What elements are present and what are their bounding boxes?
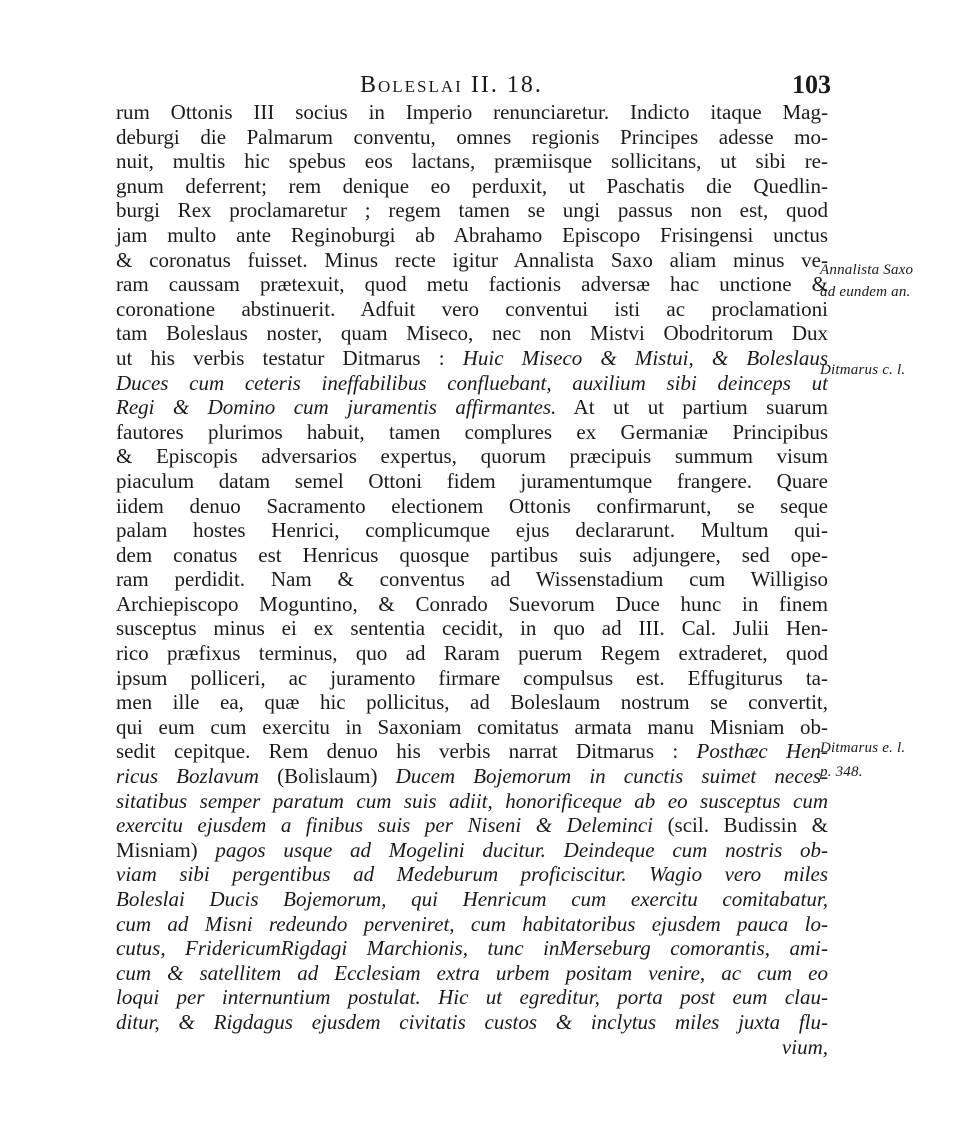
main-text-block xyxy=(116,100,828,1059)
text-line xyxy=(116,936,828,961)
quotation-italic: Posthæc Hen- xyxy=(696,739,828,764)
text-line: ut his verbis testatur Ditmarus : Huic Miseco & Mistui, & Boleslaus xyxy=(116,345,828,370)
text-line: burgi Rex proclamaretur ; regem tamen se ungi passus non est, quod xyxy=(116,198,828,223)
text-line: dem conatus est Henricus quosque partibus suis adjungere, sed ope- xyxy=(116,542,828,567)
text-line xyxy=(116,912,828,937)
text-line xyxy=(116,961,828,986)
text-line: ipsum polliceri, ac juramento firmare compulsus est. Effugiturus ta- xyxy=(116,665,828,690)
quotation-italic: cum ad Misni redeundo perveniret, cum habitatoribus ejusdem pauca lo- xyxy=(116,911,828,936)
text-line xyxy=(116,985,828,1010)
quotation-italic: sitatibus semper paratum cum suis adiit, honorificeque ab eo susceptus cum xyxy=(116,788,828,813)
text-line: ricus Bozlavum (Bolislaum) Ducem Bojemorum in cunctis suimet neces- xyxy=(116,764,829,789)
text-line: jam multo ante Reginoburgi ab Abrahamo Episcopo Frisingensi unctus xyxy=(116,222,828,247)
text-line: nuit, multis hic spebus eos lactans, præmiisque sollicitans, ut sibi re- xyxy=(116,149,828,174)
text-line: tam Boleslaus noster, quam Miseco, nec non Mistvi Obodritorum Dux xyxy=(116,321,828,346)
text-line: exercitu ejusdem a finibus suis per Niseni & Deleminci (scil. Budissin & xyxy=(116,813,828,838)
quotation-italic: pagos usque ad Mogelini ducitur. Deindeque cum nostris ob- xyxy=(215,837,828,862)
text-line: Misniam) pagos usque ad Mogelini ducitur. Deindeque cum nostris ob- xyxy=(116,837,828,862)
quotation-italic: loqui per internuntium postulat. Hic ut egreditur, porta post eum clau- xyxy=(116,985,828,1010)
text-line xyxy=(116,862,828,887)
text-line: rico præfixus terminus, quo ad Raram puerum Regem extraderet, quod xyxy=(116,641,828,666)
text-line xyxy=(116,1035,828,1060)
text-line: palam hostes Henrici, complicumque ejus declararunt. Multum qui- xyxy=(116,518,828,543)
text-line: iidem denuo Sacramento electionem Ottonis confirmarunt, se seque xyxy=(116,493,828,518)
text-line: & Episcopis adversarios expertus, quorum præcipuis summum visum xyxy=(116,444,828,469)
text-line xyxy=(116,371,828,396)
quotation-italic: Regi & Domino cum juramentis affirmantes. xyxy=(116,395,557,420)
text-line: gnum deferrent; rem denique eo perduxit, ut Paschatis die Quedlin- xyxy=(116,173,828,198)
margin-note: Ditmarus c. l. xyxy=(820,362,906,378)
quotation-italic: viam sibi pergentibus ad Medeburum proficiscitur. Wagio vero miles xyxy=(116,862,828,887)
text-line: ram perdidit. Nam & conventus ad Wissenstadium cum Willigiso xyxy=(116,567,828,592)
text-line: susceptus minus ei ex sententia cecidit, in quo ad III. Cal. Julii Hen- xyxy=(116,616,828,641)
text-line: Archiepiscopo Moguntino, & Conrado Suevorum Duce hunc in finem xyxy=(116,591,828,616)
running-head: Boleslai II. 18. xyxy=(360,72,543,98)
quotation-italic: vium, xyxy=(781,1034,828,1059)
margin-note: ad eundem an. xyxy=(820,284,911,300)
text-line: piaculum datam semel Ottoni fidem juramentumque frangere. Quare xyxy=(116,468,828,493)
margin-note: Ditmarus e. l. xyxy=(820,740,906,756)
text-line: & coronatus fuisset. Minus recte igitur Annalista Saxo aliam minus ve- xyxy=(116,247,828,272)
text-line xyxy=(116,789,828,814)
quotation-italic: Huic Miseco & Mistui, & Boleslaus xyxy=(462,345,828,370)
quotation-italic: ricus Bozlavum xyxy=(116,764,259,789)
margin-note: Annalista Saxo xyxy=(820,262,914,278)
text-line xyxy=(116,1010,828,1035)
text-line: qui eum cum exercitu in Saxoniam comitatus armata manu Misniam ob- xyxy=(116,714,828,739)
quotation-italic: Duces cum ceteris ineffabilibus confluebant, auxilium sibi deinceps ut xyxy=(116,370,828,395)
text-line: sedit cepitque. Rem denuo his verbis narrat Ditmarus : Posthæc Hen- xyxy=(116,739,828,764)
quotation-italic: exercitu ejusdem a finibus suis per Niseni & Deleminci xyxy=(116,813,653,838)
quotation-italic: Boleslai Ducis Bojemorum, qui Henricum cum exercitu comitabatur, xyxy=(116,887,828,911)
text-line: deburgi die Palmarum conventu, omnes regionis Principes adesse mo- xyxy=(116,124,828,149)
text-line: Regi & Domino cum juramentis affirmantes. At ut ut partium suarum xyxy=(116,395,828,420)
text-line: coronatione abstinuerit. Adfuit vero conventui isti ac proclamationi xyxy=(116,296,828,321)
quotation-italic: cutus, FridericumRigdagi Marchionis, tunc inMerseburg comorantis, ami- xyxy=(116,936,828,961)
page-number: 103 xyxy=(792,70,831,99)
quotation-italic: ditur, & Rigdagus ejusdem civitatis custos & inclytus miles juxta flu- xyxy=(116,1009,828,1034)
text-line xyxy=(116,887,828,912)
margin-note: p. 348. xyxy=(820,764,863,780)
quotation-italic: cum & satellitem ad Ecclesiam extra urbem positam venire, ac cum eo xyxy=(116,960,828,985)
text-line: ram caussam prætexuit, quod metu factionis adversæ hac unctione & xyxy=(116,272,828,297)
text-line: fautores plurimos habuit, tamen complures ex Germaniæ Principibus xyxy=(116,419,828,444)
text-line: men ille ea, quæ hic pollicitus, ad Boleslaum nostrum se convertit, xyxy=(116,690,828,715)
text-line: rum Ottonis III socius in Imperio renunciaretur. Indicto itaque Mag- xyxy=(116,100,828,124)
